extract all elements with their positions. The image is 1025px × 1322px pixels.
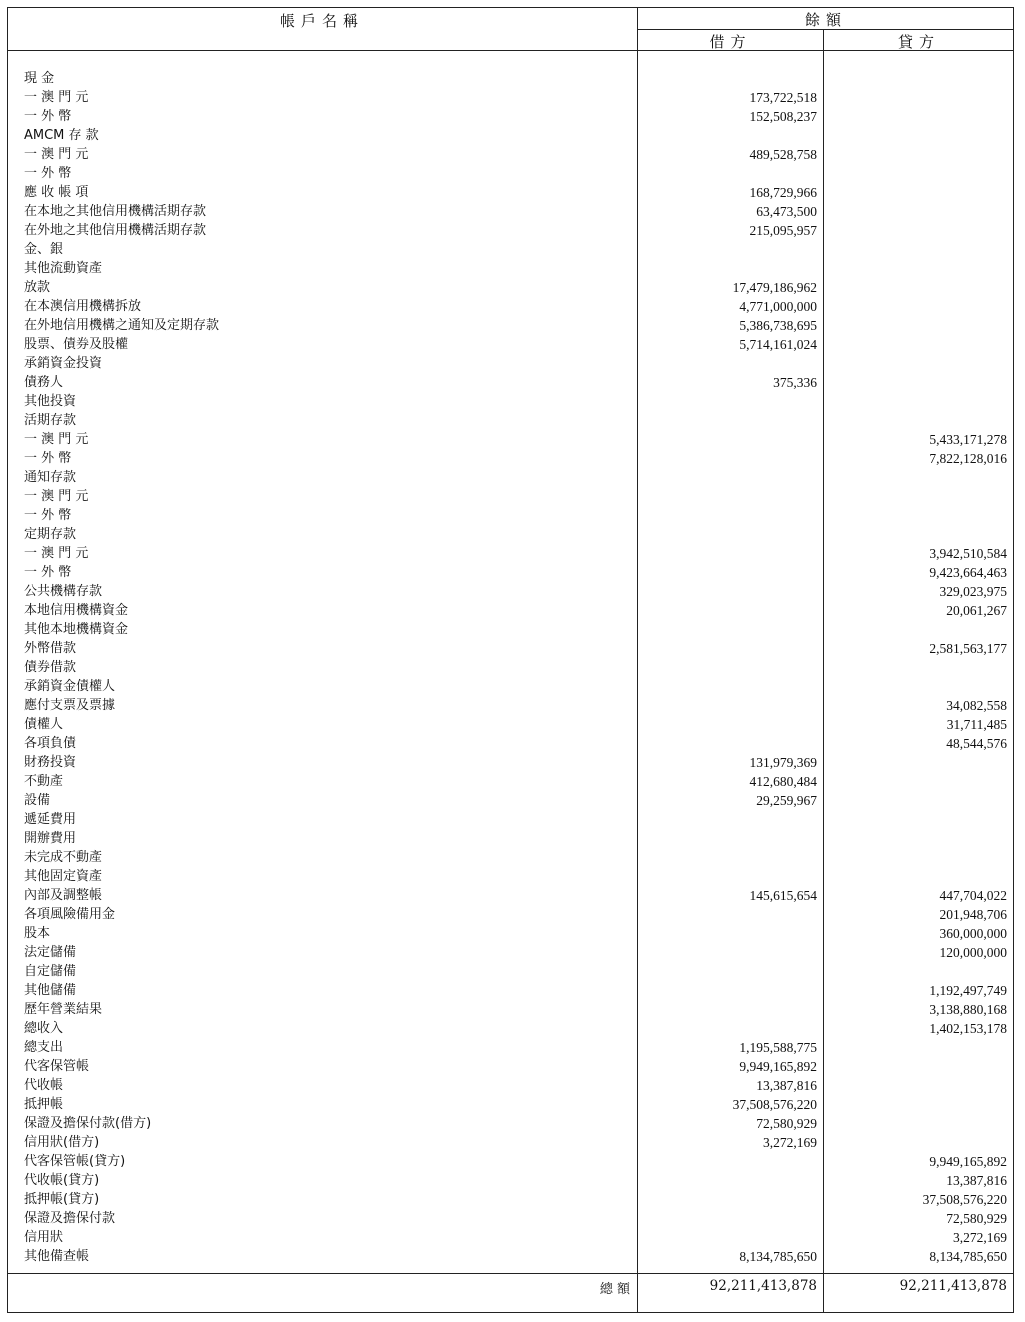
debit-value: 215,095,957 (749, 223, 817, 238)
account-label: 債券借款 (24, 660, 77, 675)
account-label: 一 澳 門 元 (24, 90, 89, 105)
account-label: 總支出 (24, 1040, 64, 1055)
credit-value: 2,581,563,177 (929, 641, 1007, 656)
account-label: 其他本地機構資金 (24, 622, 129, 637)
account-label: 債權人 (24, 717, 64, 732)
account-label: 信用狀 (24, 1230, 64, 1245)
account-label: 在外地之其他信用機構活期存款 (24, 223, 207, 238)
debit-value: 9,949,165,892 (739, 1059, 817, 1074)
account-label: 代客保管帳(貸方) (24, 1154, 126, 1169)
table-row (0, 449, 1025, 468)
table-row (0, 1209, 1025, 1228)
table-row (0, 791, 1025, 810)
table-row (0, 772, 1025, 791)
table-row (0, 1000, 1025, 1019)
table-row (0, 487, 1025, 506)
table-row (0, 221, 1025, 240)
table-row (0, 183, 1025, 202)
total-debit: 92,211,413,878 (709, 1278, 817, 1294)
table-row (0, 1133, 1025, 1152)
debit-value: 489,528,758 (749, 147, 817, 162)
account-label: 保證及擔保付款(借方) (24, 1116, 152, 1131)
credit-value: 3,138,880,168 (929, 1002, 1007, 1017)
debit-value: 63,473,500 (756, 204, 817, 219)
credit-value: 5,433,171,278 (929, 432, 1007, 447)
debit-value: 3,272,169 (763, 1135, 817, 1150)
table-row (0, 582, 1025, 601)
table-row (0, 886, 1025, 905)
debit-value: 131,979,369 (749, 755, 817, 770)
table-row (0, 202, 1025, 221)
table-row (0, 145, 1025, 164)
table-row (0, 126, 1025, 145)
credit-value: 9,423,664,463 (929, 565, 1007, 580)
table-row (0, 1114, 1025, 1133)
table-row (0, 639, 1025, 658)
table-row (0, 316, 1025, 335)
credit-value: 1,402,153,178 (929, 1021, 1007, 1036)
account-label: 活期存款 (24, 413, 77, 428)
table-row (0, 753, 1025, 772)
table-row (0, 373, 1025, 392)
table-row (0, 411, 1025, 430)
table-row (0, 354, 1025, 373)
table-row (0, 981, 1025, 1000)
credit-value: 360,000,000 (939, 926, 1007, 941)
debit-value: 168,729,966 (749, 185, 817, 200)
table-row (0, 468, 1025, 487)
table-row (0, 107, 1025, 126)
table-row (0, 1095, 1025, 1114)
credit-value: 20,061,267 (946, 603, 1007, 618)
account-label: 一 澳 門 元 (24, 147, 89, 162)
account-label: 在本澳信用機構拆放 (24, 299, 142, 314)
account-label: 代收帳 (24, 1078, 64, 1093)
table-row (0, 278, 1025, 297)
account-label: 應 收 帳 項 (24, 185, 89, 200)
table-row (0, 1171, 1025, 1190)
debit-value: 173,722,518 (749, 90, 817, 105)
account-label: 未完成不動產 (24, 850, 103, 865)
table-row (0, 696, 1025, 715)
table-row (0, 943, 1025, 962)
account-label: 設備 (24, 793, 51, 808)
total-label: 總 額 (599, 1282, 630, 1297)
account-label: 放款 (24, 280, 51, 295)
table-row (0, 1190, 1025, 1209)
table-row (0, 1247, 1025, 1266)
account-label: 遞延費用 (24, 812, 77, 827)
account-label: 代收帳(貸方) (24, 1173, 100, 1188)
account-label: 總收入 (24, 1021, 64, 1036)
account-label: 歷年營業結果 (24, 1002, 103, 1017)
credit-value: 3,942,510,584 (929, 546, 1007, 561)
account-label: AMCM 存 款 (24, 128, 99, 143)
account-label: 各項負債 (24, 736, 77, 751)
table-row (0, 1152, 1025, 1171)
account-label: 開辦費用 (24, 831, 77, 846)
account-label: 其他備查帳 (24, 1249, 90, 1264)
account-label: 一 外 幣 (24, 508, 72, 523)
account-label: 在本地之其他信用機構活期存款 (24, 204, 207, 219)
account-label: 一 外 幣 (24, 166, 72, 181)
account-label: 承銷資金投資 (24, 356, 103, 371)
credit-value: 37,508,576,220 (922, 1192, 1007, 1207)
table-row (0, 430, 1025, 449)
account-label: 保證及擔保付款 (24, 1211, 116, 1226)
account-label: 其他固定資產 (24, 869, 103, 884)
account-label: 外幣借款 (24, 641, 77, 656)
account-label: 一 外 幣 (24, 565, 72, 580)
table-row (0, 259, 1025, 278)
table-row (0, 544, 1025, 563)
debit-value: 37,508,576,220 (732, 1097, 817, 1112)
credit-value: 72,580,929 (946, 1211, 1007, 1226)
account-label: 定期存款 (24, 527, 77, 542)
header-balance: 餘額 (804, 11, 847, 29)
table-row (0, 88, 1025, 107)
debit-value: 17,479,186,962 (732, 280, 817, 295)
account-label: 其他流動資產 (24, 261, 103, 276)
account-label: 財務投資 (24, 755, 77, 770)
table-row (0, 658, 1025, 677)
debit-value: 412,680,484 (749, 774, 817, 789)
total-credit: 92,211,413,878 (899, 1278, 1007, 1294)
ledger-rows (0, 69, 1025, 1266)
credit-value: 8,134,785,650 (929, 1249, 1007, 1264)
debit-value: 5,714,161,024 (739, 337, 817, 352)
account-label: 其他儲備 (24, 983, 77, 998)
account-label: 不動產 (24, 774, 64, 789)
debit-value: 145,615,654 (749, 888, 817, 903)
credit-value: 34,082,558 (946, 698, 1007, 713)
credit-value: 9,949,165,892 (929, 1154, 1007, 1169)
account-label: 一 外 幣 (24, 451, 72, 466)
table-row (0, 1019, 1025, 1038)
account-label: 在外地信用機構之通知及定期存款 (24, 318, 220, 333)
header-credit: 貸方 (897, 33, 940, 51)
table-row (0, 297, 1025, 316)
table-row (0, 848, 1025, 867)
credit-value: 120,000,000 (939, 945, 1007, 960)
account-label: 一 外 幣 (24, 109, 72, 124)
table-row (0, 240, 1025, 259)
credit-value: 329,023,975 (939, 584, 1007, 599)
credit-value: 201,948,706 (939, 907, 1007, 922)
account-label: 股本 (24, 926, 51, 941)
table-row (0, 1057, 1025, 1076)
credit-value: 7,822,128,016 (929, 451, 1007, 466)
header-debit: 借方 (709, 33, 752, 51)
debit-value: 375,336 (773, 375, 817, 390)
account-label: 信用狀(借方) (24, 1135, 100, 1150)
table-row (0, 829, 1025, 848)
account-label: 承銷資金債權人 (24, 679, 116, 694)
table-row (0, 1076, 1025, 1095)
table-row (0, 1228, 1025, 1247)
credit-value: 447,704,022 (939, 888, 1007, 903)
table-row (0, 677, 1025, 696)
account-label: 代客保管帳 (24, 1059, 90, 1074)
table-row (0, 69, 1025, 88)
account-label: 自定儲備 (24, 964, 77, 979)
table-row (0, 392, 1025, 411)
total-top-line (7, 1273, 1014, 1274)
table-row (0, 734, 1025, 753)
table-row (0, 164, 1025, 183)
account-label: 內部及調整帳 (24, 888, 103, 903)
debit-value: 13,387,816 (756, 1078, 817, 1093)
account-label: 法定儲備 (24, 945, 77, 960)
credit-value: 3,272,169 (953, 1230, 1007, 1245)
debit-value: 152,508,237 (749, 109, 817, 124)
account-label: 債務人 (24, 375, 64, 390)
debit-value: 8,134,785,650 (739, 1249, 817, 1264)
account-label: 其他投資 (24, 394, 77, 409)
account-label: 股票、債券及股權 (24, 337, 129, 352)
account-label: 一 澳 門 元 (24, 546, 89, 561)
debit-value: 1,195,588,775 (739, 1040, 817, 1055)
debit-value: 4,771,000,000 (739, 299, 817, 314)
account-label: 通知存款 (24, 470, 77, 485)
credit-value: 48,544,576 (946, 736, 1007, 751)
table-row (0, 1038, 1025, 1057)
table-row (0, 715, 1025, 734)
credit-value: 13,387,816 (946, 1173, 1007, 1188)
header-account-name: 帳戶名稱 (279, 12, 364, 30)
account-label: 抵押帳(貸方) (24, 1192, 100, 1207)
account-label: 一 澳 門 元 (24, 489, 89, 504)
account-label: 一 澳 門 元 (24, 432, 89, 447)
table-row (0, 924, 1025, 943)
debit-value: 5,386,738,695 (739, 318, 817, 333)
table-row (0, 810, 1025, 829)
table-row (0, 962, 1025, 981)
table-row (0, 601, 1025, 620)
table-row (0, 335, 1025, 354)
account-label: 公共機構存款 (24, 584, 103, 599)
account-label: 本地信用機構資金 (24, 603, 129, 618)
debit-value: 29,259,967 (756, 793, 817, 808)
table-row (0, 563, 1025, 582)
account-label: 金、銀 (24, 242, 64, 257)
table-row (0, 867, 1025, 886)
table-row (0, 525, 1025, 544)
table-row (0, 506, 1025, 525)
debit-value: 72,580,929 (756, 1116, 817, 1131)
account-label: 抵押帳 (24, 1097, 64, 1112)
account-label: 現 金 (24, 71, 55, 86)
table-row (0, 905, 1025, 924)
account-label: 應付支票及票據 (24, 698, 116, 713)
table-row (0, 620, 1025, 639)
account-label: 各項風險備用金 (24, 907, 116, 922)
credit-value: 31,711,485 (946, 717, 1007, 732)
credit-value: 1,192,497,749 (929, 983, 1007, 998)
